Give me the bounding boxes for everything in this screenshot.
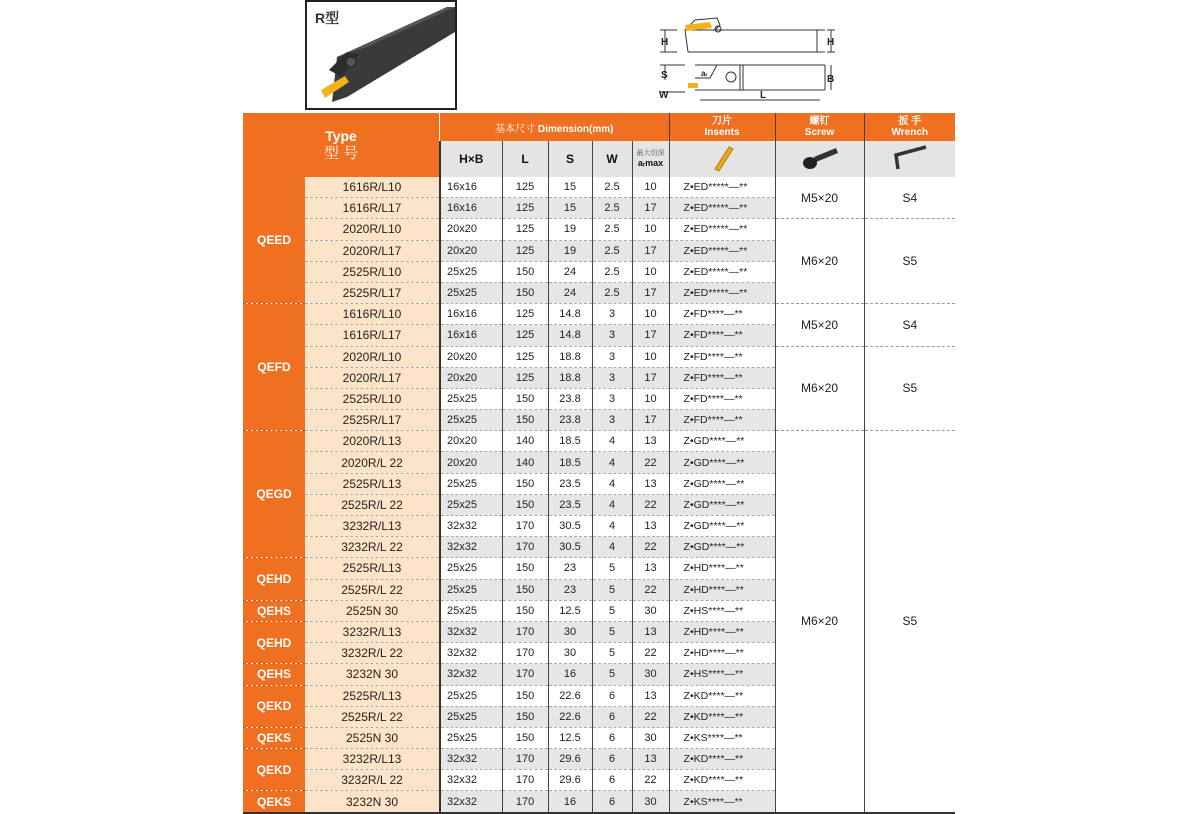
hb-cell: 32x32: [440, 770, 502, 791]
hb-cell: 16x16: [440, 198, 502, 219]
insert-cell: Z•KS****—**: [669, 727, 775, 748]
w-cell: 2.5: [592, 198, 632, 219]
hb-cell: 20x20: [440, 367, 502, 388]
insert-cell: Z•KD****—**: [669, 685, 775, 706]
model-cell: 2020R/L13: [305, 431, 440, 452]
s-cell: 14.8: [548, 325, 592, 346]
l-cell: 150: [502, 282, 548, 303]
drawing-label-b: B: [827, 74, 835, 85]
insert-icon-cell: [669, 141, 775, 177]
drawing-label-h2: H: [827, 37, 835, 48]
amax-cell: 22: [632, 537, 669, 558]
model-cell: 2525R/L10: [305, 261, 440, 282]
l-cell: 150: [502, 706, 548, 727]
l-cell: 125: [502, 325, 548, 346]
l-cell: 150: [502, 410, 548, 431]
col-s: S: [548, 141, 592, 177]
insert-cell: Z•KD****—**: [669, 706, 775, 727]
hb-cell: 16x16: [440, 177, 502, 198]
wrench-icon: [888, 143, 932, 173]
model-cell: 2525R/L13: [305, 685, 440, 706]
l-cell: 170: [502, 537, 548, 558]
w-cell: 6: [592, 685, 632, 706]
hb-cell: 32x32: [440, 621, 502, 642]
model-cell: 2525R/L 22: [305, 579, 440, 600]
series-cell: QEKS: [243, 791, 305, 813]
hb-cell: 25x25: [440, 579, 502, 600]
spec-table-body: [243, 177, 955, 813]
hb-cell: 25x25: [440, 558, 502, 579]
insert-cell: Z•GD****—**: [669, 473, 775, 494]
s-cell: 18.8: [548, 367, 592, 388]
amax-cell: 22: [632, 706, 669, 727]
inserts-header: [669, 113, 775, 141]
screw-cell: M6×20: [775, 431, 864, 813]
insert-cell: Z•HD****—**: [669, 558, 775, 579]
s-cell: 24: [548, 282, 592, 303]
w-cell: 6: [592, 727, 632, 748]
amax-cell: 22: [632, 770, 669, 791]
insert-cell: Z•KS****—**: [669, 791, 775, 813]
s-cell: 30: [548, 643, 592, 664]
insert-cell: Z•FD****—**: [669, 410, 775, 431]
amax-cell: 22: [632, 643, 669, 664]
model-cell: 2020R/L17: [305, 367, 440, 388]
wrench-cell: S5: [864, 346, 955, 431]
model-cell: 1616R/L10: [305, 177, 440, 198]
screw-header-en: Screw: [804, 127, 835, 138]
insert-cell: Z•HD****—**: [669, 643, 775, 664]
s-cell: 30: [548, 621, 592, 642]
inserts-header-zh: 刀片: [712, 116, 733, 127]
wrench-cell: S4: [864, 177, 955, 219]
amax-cell: 13: [632, 558, 669, 579]
amax-cell: 17: [632, 410, 669, 431]
l-cell: 125: [502, 198, 548, 219]
insert-cell: Z•FD****—**: [669, 367, 775, 388]
model-cell: 1616R/L17: [305, 198, 440, 219]
l-cell: 150: [502, 473, 548, 494]
screw-cell: M6×20: [775, 346, 864, 431]
model-cell: 3232R/L13: [305, 621, 440, 642]
l-cell: 150: [502, 685, 548, 706]
s-cell: 29.6: [548, 749, 592, 770]
screw-header-zh: 螺钉: [809, 116, 830, 127]
w-cell: 5: [592, 643, 632, 664]
model-cell: 3232R/L 22: [305, 643, 440, 664]
s-cell: 23: [548, 579, 592, 600]
table-row: [243, 346, 955, 367]
l-cell: 140: [502, 431, 548, 452]
amax-cell: 13: [632, 621, 669, 642]
w-cell: 6: [592, 770, 632, 791]
l-cell: 170: [502, 770, 548, 791]
l-cell: 125: [502, 240, 548, 261]
s-cell: 16: [548, 791, 592, 813]
w-cell: 3: [592, 346, 632, 367]
drawing-label-w: W: [659, 90, 669, 101]
w-cell: 3: [592, 410, 632, 431]
l-cell: 140: [502, 452, 548, 473]
w-cell: 6: [592, 749, 632, 770]
amax-cell: 30: [632, 664, 669, 685]
w-cell: 3: [592, 325, 632, 346]
photo-label: R型: [315, 10, 340, 26]
series-cell: QEFD: [243, 304, 305, 431]
w-cell: 2.5: [592, 282, 632, 303]
w-cell: 4: [592, 537, 632, 558]
model-cell: 2525R/L 22: [305, 494, 440, 515]
screw-icon-cell: [775, 141, 864, 177]
hb-cell: 25x25: [440, 410, 502, 431]
s-cell: 22.6: [548, 685, 592, 706]
type-header: [243, 113, 440, 177]
w-cell: 2.5: [592, 261, 632, 282]
model-cell: 3232N 30: [305, 791, 440, 813]
s-cell: 22.6: [548, 706, 592, 727]
l-cell: 125: [502, 177, 548, 198]
amax-cell: 17: [632, 367, 669, 388]
amax-cell: 10: [632, 219, 669, 240]
series-cell: QEED: [243, 177, 305, 304]
wrench-header-en: Wrench: [891, 127, 929, 138]
model-cell: 2525R/L13: [305, 473, 440, 494]
l-cell: 150: [502, 494, 548, 515]
w-cell: 4: [592, 494, 632, 515]
drawing-label-ar: aᵣ: [701, 69, 708, 78]
model-cell: 2525R/L10: [305, 388, 440, 409]
table-row: [243, 219, 955, 240]
screw-cell: M5×20: [775, 304, 864, 346]
insert-cell: Z•KD****—**: [669, 770, 775, 791]
amax-cell: 10: [632, 346, 669, 367]
col-hb: H×B: [440, 141, 502, 177]
l-cell: 170: [502, 621, 548, 642]
model-cell: 2020R/L17: [305, 240, 440, 261]
model-cell: 3232R/L13: [305, 749, 440, 770]
amax-cell: 22: [632, 452, 669, 473]
amax-cell: 22: [632, 579, 669, 600]
model-cell: 2525R/L13: [305, 558, 440, 579]
insert-cell: Z•GD****—**: [669, 431, 775, 452]
model-cell: 3232R/L 22: [305, 770, 440, 791]
amax-cell: 13: [632, 516, 669, 537]
hb-cell: 20x20: [440, 346, 502, 367]
l-cell: 170: [502, 664, 548, 685]
insert-icon: [707, 143, 737, 173]
hb-cell: 20x20: [440, 219, 502, 240]
amax-cell: 30: [632, 791, 669, 813]
insert-cell: Z•ED*****—**: [669, 177, 775, 198]
amax-cell: 10: [632, 261, 669, 282]
insert-cell: Z•FD****—**: [669, 304, 775, 325]
l-cell: 170: [502, 749, 548, 770]
model-cell: 2525R/L17: [305, 410, 440, 431]
s-cell: 30.5: [548, 516, 592, 537]
dimension-header: [440, 113, 669, 141]
wrench-cell: S5: [864, 431, 955, 813]
amax-cell: 17: [632, 240, 669, 261]
series-cell: QEHD: [243, 558, 305, 600]
w-cell: 4: [592, 516, 632, 537]
hb-cell: 20x20: [440, 240, 502, 261]
w-cell: 4: [592, 473, 632, 494]
w-cell: 5: [592, 664, 632, 685]
model-cell: 3232R/L13: [305, 516, 440, 537]
series-cell: QEGD: [243, 431, 305, 558]
product-photo: [305, 0, 457, 110]
insert-cell: Z•HD****—**: [669, 579, 775, 600]
hb-cell: 25x25: [440, 388, 502, 409]
amax-cell: 30: [632, 727, 669, 748]
insert-cell: Z•KD****—**: [669, 749, 775, 770]
amax-cell: 17: [632, 198, 669, 219]
model-cell: 2525R/L 22: [305, 706, 440, 727]
hb-cell: 20x20: [440, 452, 502, 473]
col-l: L: [502, 141, 548, 177]
model-cell: 1616R/L17: [305, 325, 440, 346]
hb-cell: 25x25: [440, 282, 502, 303]
l-cell: 125: [502, 304, 548, 325]
amax-cell: 10: [632, 177, 669, 198]
s-cell: 29.6: [548, 770, 592, 791]
l-cell: 170: [502, 643, 548, 664]
hb-cell: 32x32: [440, 643, 502, 664]
hb-cell: 20x20: [440, 431, 502, 452]
w-cell: 2.5: [592, 177, 632, 198]
amax-cell: 17: [632, 282, 669, 303]
wrench-cell: S5: [864, 219, 955, 304]
hb-cell: 25x25: [440, 706, 502, 727]
col-amax: [632, 141, 669, 177]
s-cell: 19: [548, 240, 592, 261]
w-cell: 3: [592, 304, 632, 325]
spec-table: [243, 113, 955, 814]
type-header-zh: 型 号: [323, 145, 359, 162]
col-amax-zh: 最大切深: [636, 150, 665, 157]
series-cell: QEHS: [243, 664, 305, 685]
s-cell: 16: [548, 664, 592, 685]
screw-icon: [798, 143, 842, 173]
hb-cell: 32x32: [440, 664, 502, 685]
wrench-cell: S4: [864, 304, 955, 346]
hb-cell: 32x32: [440, 791, 502, 813]
insert-cell: Z•GD****—**: [669, 537, 775, 558]
insert-cell: Z•GD****—**: [669, 452, 775, 473]
hb-cell: 32x32: [440, 537, 502, 558]
s-cell: 15: [548, 198, 592, 219]
w-cell: 6: [592, 706, 632, 727]
technical-drawing: [655, 10, 840, 105]
insert-cell: Z•GD****—**: [669, 516, 775, 537]
amax-cell: 13: [632, 749, 669, 770]
inserts-header-en: Insents: [704, 127, 740, 138]
model-cell: 2525N 30: [305, 600, 440, 621]
table-row: [243, 304, 955, 325]
hb-cell: 25x25: [440, 261, 502, 282]
w-cell: 4: [592, 431, 632, 452]
amax-cell: 13: [632, 473, 669, 494]
s-cell: 23.8: [548, 410, 592, 431]
table-row: [243, 177, 955, 198]
w-cell: 5: [592, 579, 632, 600]
dimension-header-zh: 基本尺寸: [495, 123, 536, 135]
insert-cell: Z•ED*****—**: [669, 240, 775, 261]
l-cell: 170: [502, 791, 548, 813]
hb-cell: 25x25: [440, 600, 502, 621]
model-cell: 2020R/L10: [305, 346, 440, 367]
series-cell: QEKD: [243, 685, 305, 727]
s-cell: 19: [548, 219, 592, 240]
w-cell: 5: [592, 621, 632, 642]
amax-cell: 17: [632, 325, 669, 346]
w-cell: 3: [592, 388, 632, 409]
l-cell: 125: [502, 346, 548, 367]
dimension-header-en: Dimension(mm): [537, 123, 614, 135]
amax-cell: 13: [632, 685, 669, 706]
screw-cell: M5×20: [775, 177, 864, 219]
w-cell: 3: [592, 367, 632, 388]
hb-cell: 25x25: [440, 494, 502, 515]
amax-cell: 10: [632, 304, 669, 325]
l-cell: 150: [502, 558, 548, 579]
amax-cell: 13: [632, 431, 669, 452]
model-cell: 3232R/L 22: [305, 537, 440, 558]
insert-cell: Z•ED*****—**: [669, 219, 775, 240]
amax-cell: 30: [632, 600, 669, 621]
hb-cell: 32x32: [440, 516, 502, 537]
col-w: W: [592, 141, 632, 177]
s-cell: 18.5: [548, 431, 592, 452]
hb-cell: 25x25: [440, 727, 502, 748]
col-amax-en: aᵣmax: [637, 158, 664, 168]
s-cell: 23.5: [548, 494, 592, 515]
insert-cell: Z•ED*****—**: [669, 261, 775, 282]
w-cell: 6: [592, 791, 632, 813]
w-cell: 5: [592, 600, 632, 621]
model-cell: 2020R/L10: [305, 219, 440, 240]
insert-cell: Z•ED*****—**: [669, 282, 775, 303]
screw-cell: M6×20: [775, 219, 864, 304]
insert-cell: Z•HS****—**: [669, 664, 775, 685]
insert-cell: Z•ED*****—**: [669, 198, 775, 219]
insert-cell: Z•FD****—**: [669, 388, 775, 409]
model-cell: 2020R/L 22: [305, 452, 440, 473]
s-cell: 12.5: [548, 727, 592, 748]
insert-cell: Z•HD****—**: [669, 621, 775, 642]
s-cell: 18.8: [548, 346, 592, 367]
insert-cell: Z•GD****—**: [669, 494, 775, 515]
l-cell: 125: [502, 367, 548, 388]
s-cell: 24: [548, 261, 592, 282]
model-cell: 1616R/L10: [305, 304, 440, 325]
w-cell: 5: [592, 558, 632, 579]
s-cell: 23: [548, 558, 592, 579]
wrench-header-zh: 扳 手: [898, 116, 922, 127]
s-cell: 30.5: [548, 537, 592, 558]
w-cell: 4: [592, 452, 632, 473]
model-cell: 2525R/L17: [305, 282, 440, 303]
hb-cell: 16x16: [440, 325, 502, 346]
w-cell: 2.5: [592, 219, 632, 240]
screw-header: [775, 113, 864, 141]
model-cell: 3232N 30: [305, 664, 440, 685]
model-cell: 2525N 30: [305, 727, 440, 748]
drawing-label-h: H: [661, 37, 669, 48]
hb-cell: 32x32: [440, 749, 502, 770]
amax-cell: 10: [632, 388, 669, 409]
wrench-icon-cell: [864, 141, 955, 177]
s-cell: 15: [548, 177, 592, 198]
series-cell: QEHD: [243, 621, 305, 663]
s-cell: 23.8: [548, 388, 592, 409]
s-cell: 18.5: [548, 452, 592, 473]
hb-cell: 16x16: [440, 304, 502, 325]
l-cell: 150: [502, 727, 548, 748]
w-cell: 2.5: [592, 240, 632, 261]
l-cell: 170: [502, 516, 548, 537]
insert-cell: Z•FD****—**: [669, 346, 775, 367]
l-cell: 150: [502, 579, 548, 600]
hb-cell: 25x25: [440, 685, 502, 706]
series-cell: QEHS: [243, 600, 305, 621]
table-row: [243, 431, 955, 452]
s-cell: 14.8: [548, 304, 592, 325]
s-cell: 23.5: [548, 473, 592, 494]
s-cell: 12.5: [548, 600, 592, 621]
l-cell: 150: [502, 261, 548, 282]
insert-cell: Z•HS****—**: [669, 600, 775, 621]
series-cell: QEKS: [243, 727, 305, 748]
l-cell: 125: [502, 219, 548, 240]
wrench-header: [864, 113, 955, 141]
drawing-label-l: L: [760, 90, 767, 101]
series-cell: QEKD: [243, 749, 305, 791]
l-cell: 150: [502, 388, 548, 409]
amax-cell: 22: [632, 494, 669, 515]
insert-cell: Z•FD****—**: [669, 325, 775, 346]
type-header-en: Type: [325, 128, 357, 144]
l-cell: 150: [502, 600, 548, 621]
hb-cell: 25x25: [440, 473, 502, 494]
drawing-label-s: S: [661, 70, 668, 81]
